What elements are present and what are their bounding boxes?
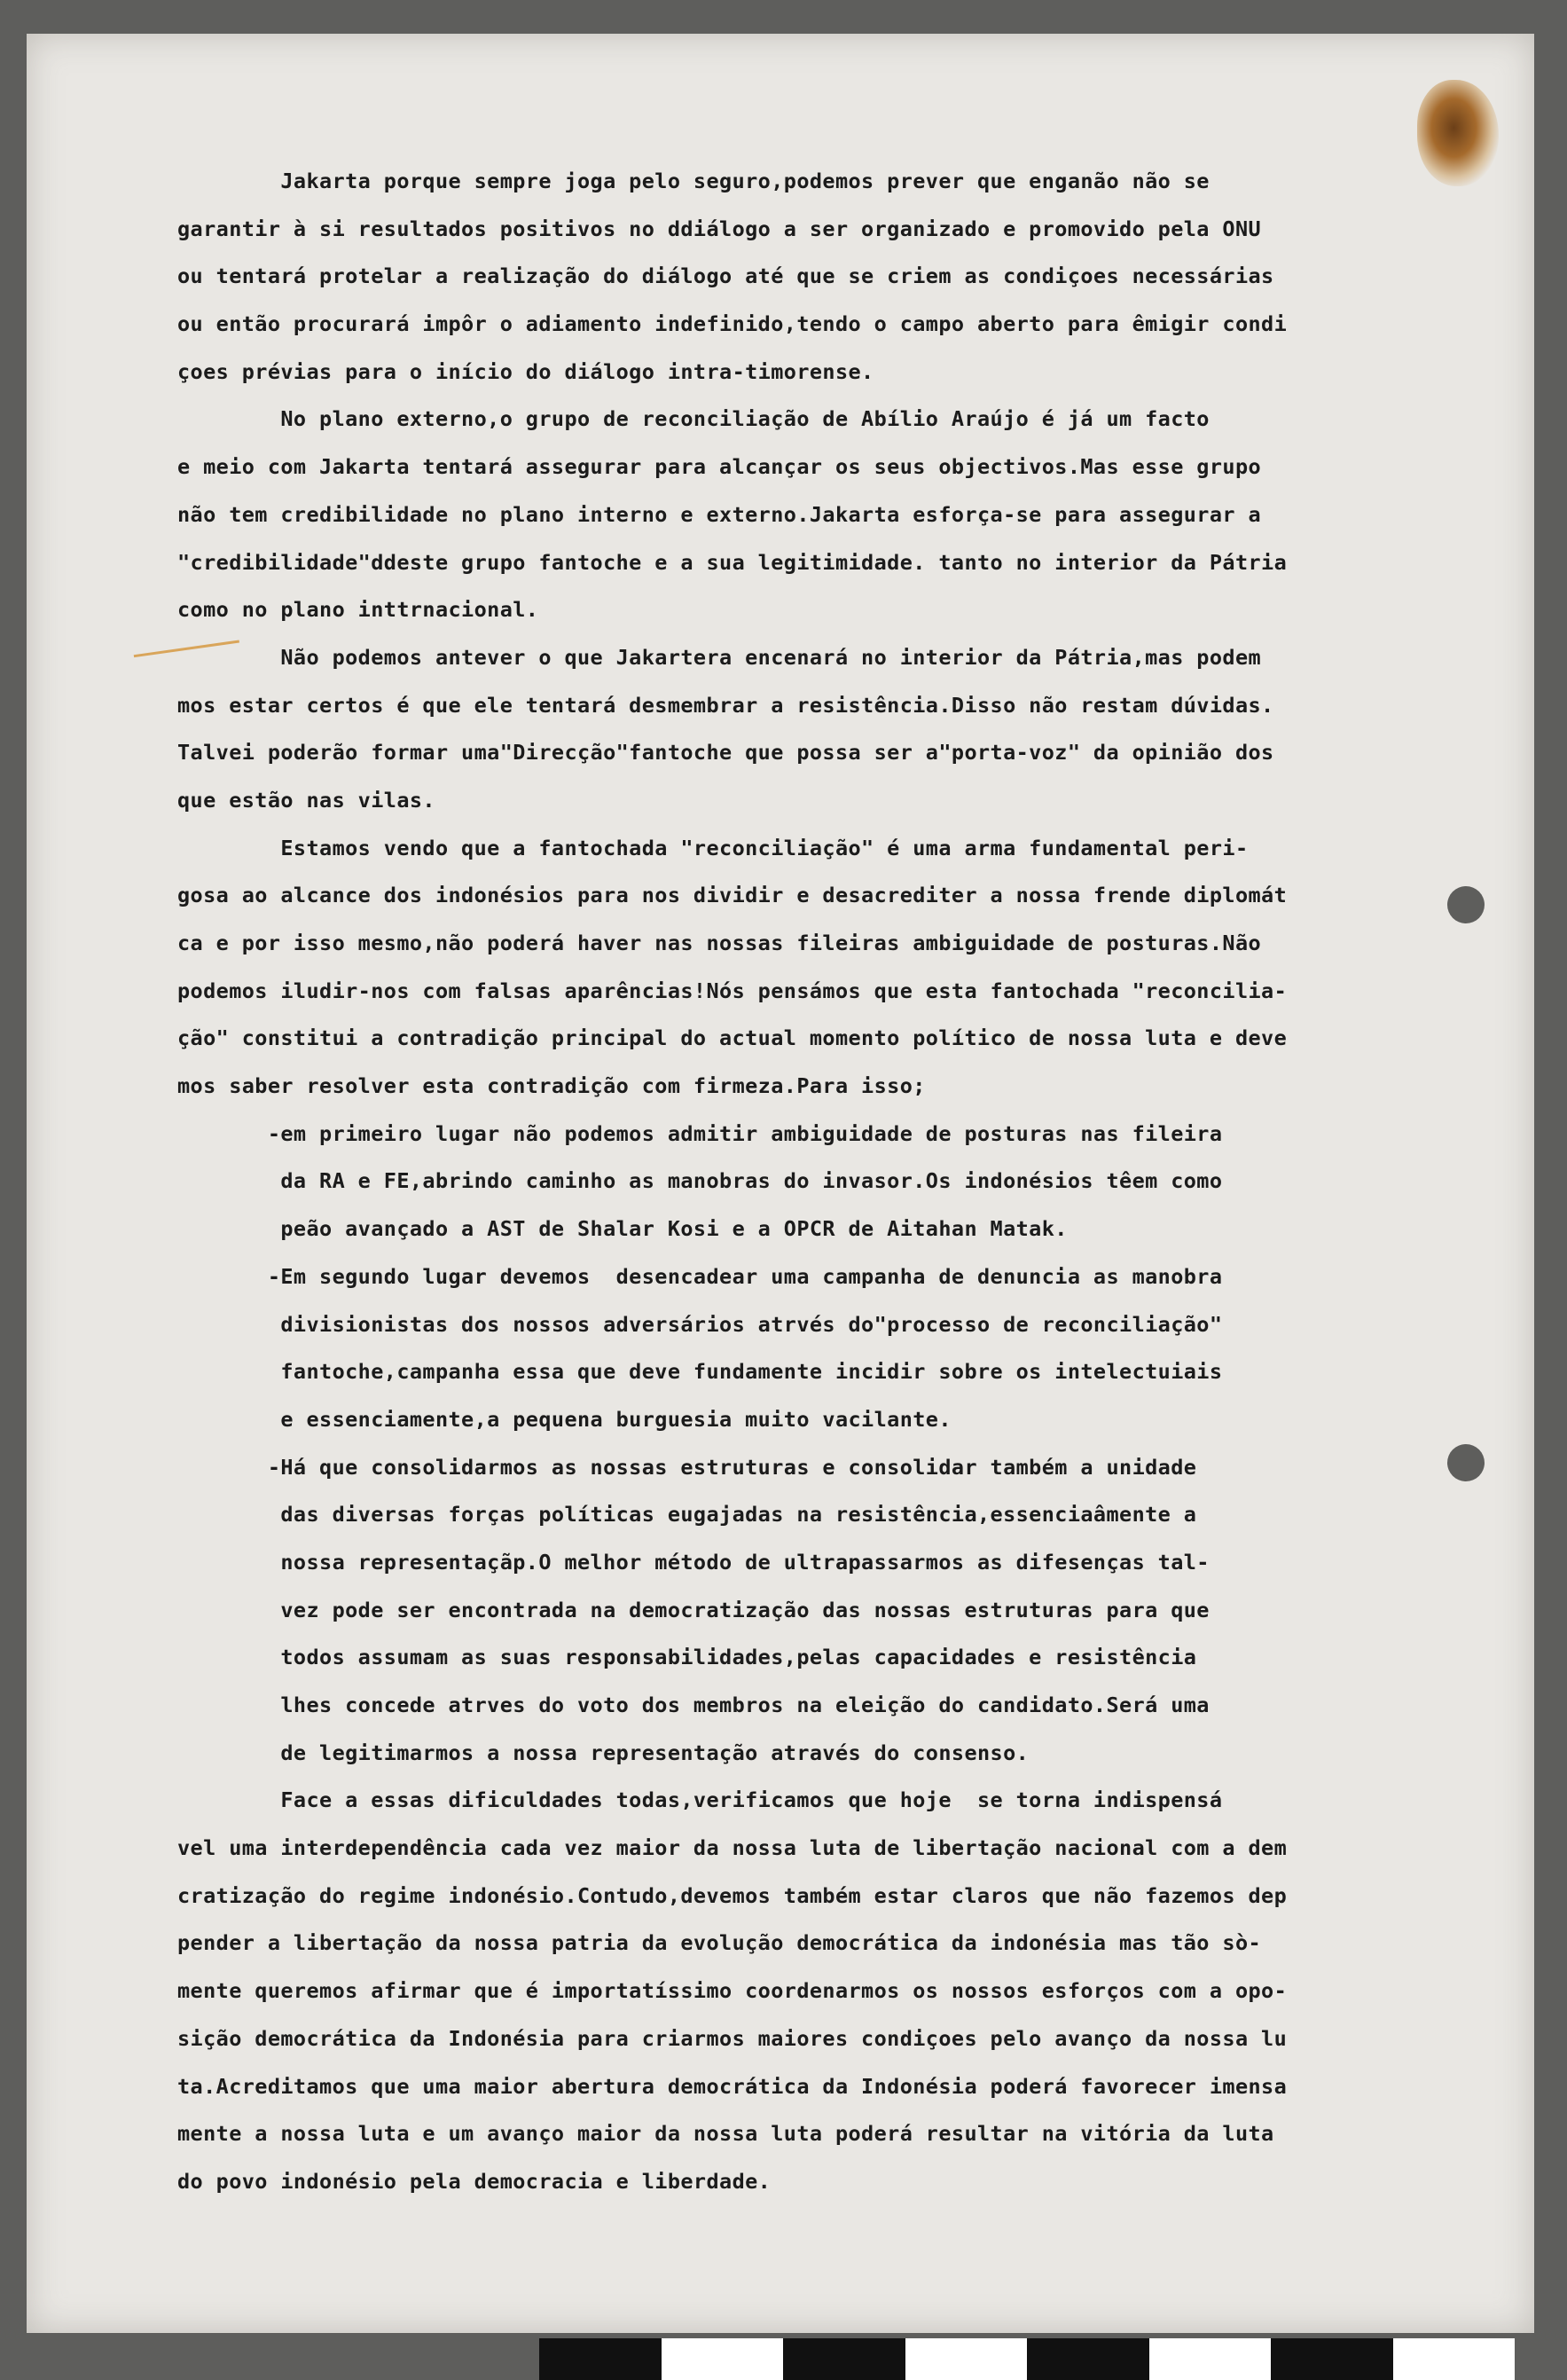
ruler-segment [1393, 2338, 1516, 2380]
ruler-segment [539, 2338, 662, 2380]
text-line: como no plano inttrnacional. [177, 597, 539, 623]
text-line: gosa ao alcance dos indonésios para nos dividir e desacrediter a nossa frende diplomát [177, 883, 1288, 908]
text-line: ou tentará protelar a realização do diálogo até que se criem as condiçoes necessárias [177, 263, 1274, 289]
text-line: çoes prévias para o início do diálogo intra-timorense. [177, 358, 874, 384]
text-line: da RA e FE,abrindo caminho as manobras do invasor.Os indonésios têem como [177, 1168, 1223, 1194]
text-line: nossa representaçãp.O melhor método de ultrapassarmos as difesenças tal- [177, 1549, 1210, 1575]
text-line: que estão nas vilas. [177, 787, 435, 813]
scale-ruler [539, 2338, 1515, 2380]
text-line: ca e por isso mesmo,não poderá haver nas nossas fileiras ambiguidade de posturas.Não [177, 931, 1262, 955]
text-line: ção" constitui a contradição principal do actual momento político de nossa luta e deve [177, 1025, 1288, 1051]
text-line: lhes concede atrves do voto dos membros na eleição do candidato.Será uma [177, 1693, 1210, 1717]
text-line: de legitimarmos a nossa representação através do consenso. [177, 1740, 1030, 1765]
ruler-segment [662, 2338, 784, 2380]
ruler-segment [905, 2338, 1028, 2380]
text-line: "credibilidade"ddeste grupo fantoche e a sua legitimidade. tanto no interior da Pátria [177, 549, 1288, 575]
ruler-segment [1271, 2338, 1393, 2380]
text-line: ou então procurará impôr o adiamento indefinido,tendo o campo aberto para êmigir condi [177, 311, 1288, 337]
text-line: No plano externo,o grupo de reconciliação de Abílio Araújo é já um facto [177, 406, 1210, 432]
text-line: Estamos vendo que a fantochada "reconciliação" é uma arma fundamental peri- [177, 835, 1249, 860]
text-line: divisionistas dos nossos adversários atrvés do"processo de reconciliação" [177, 1311, 1223, 1337]
ruler-segment [1027, 2338, 1149, 2380]
document-page [27, 34, 1534, 2333]
text-line: mos estar certos é que ele tentará desmembrar a resistência.Disso não restam dúvidas. [177, 692, 1274, 718]
text-line: pender a libertação da nossa patria da evolução democrática da indonésia mas tão sò- [177, 1930, 1262, 1956]
text-line: cratização do regime indonésio.Contudo,devemos também estar claros que não fazemos dep [177, 1882, 1288, 1908]
text-line: fantoche,campanha essa que deve fundamente incidir sobre os intelectuiais [177, 1359, 1223, 1385]
text-line: e essenciamente,a pequena burguesia muito vacilante. [177, 1406, 952, 1432]
text-line: mente queremos afirmar que é importatíssimo coordenarmos os nossos esforços com a opo- [177, 1978, 1288, 2004]
text-line: das diversas forças políticas eugajadas na resistência,essenciaâmente a [177, 1502, 1197, 1528]
typed-text-body [177, 158, 1472, 2206]
ruler-segment [783, 2338, 905, 2380]
punch-hole [1447, 1444, 1485, 1481]
text-line: vel uma interdependência cada vez maior da nossa luta de libertação nacional com a dem [177, 1835, 1288, 1861]
ruler-segment [1149, 2338, 1272, 2380]
text-line: não tem credibilidade no plano interno e externo.Jakarta esforça-se para assegurar a [177, 501, 1262, 527]
text-line: Talvei poderão formar uma"Direcção"fantoche que possa ser a"porta-voz" da opinião dos [177, 740, 1274, 766]
text-line: Não podemos antever o que Jakartera encenará no interior da Pátria,mas podem [177, 644, 1262, 670]
text-line: sição democrática da Indonésia para criarmos maiores condiçoes pelo avanço da nossa lu [177, 2025, 1288, 2051]
text-line: e meio com Jakarta tentará assegurar para alcançar os seus objectivos.Mas esse grupo [177, 454, 1262, 480]
text-line: vez pode ser encontrada na democratização das nossas estruturas para que [177, 1597, 1210, 1622]
text-line: podemos iludir-nos com falsas aparências!Nós pensámos que esta fantochada "reconcilia- [177, 978, 1288, 1003]
text-line: garantir à si resultados positivos no ddiálogo a ser organizado e promovido pela ONU [177, 216, 1262, 241]
text-line: -em primeiro lugar não podemos admitir ambiguidade de posturas nas fileira [177, 1120, 1223, 1146]
text-line: ta.Acreditamos que uma maior abertura democrática da Indonésia poderá favorecer imensa [177, 2073, 1288, 2099]
punch-hole [1447, 886, 1485, 923]
text-line: mente a nossa luta e um avanço maior da nossa luta poderá resultar na vitória da luta [177, 2121, 1274, 2147]
text-line: -Em segundo lugar devemos desencadear uma campanha de denuncia as manobra [177, 1263, 1223, 1289]
text-line: peão avançado a AST de Shalar Kosi e a OPCR de Aitahan Matak. [177, 1216, 1068, 1242]
text-line: todos assumam as suas responsabilidades,pelas capacidades e resistência [177, 1645, 1197, 1670]
text-line: Jakarta porque sempre joga pelo seguro,podemos prever que enganão não se [177, 169, 1210, 193]
text-line: Face a essas dificuldades todas,verificamos que hoje se torna indispensá [177, 1787, 1223, 1813]
text-line: -Há que consolidarmos as nossas estruturas e consolidar também a unidade [177, 1454, 1197, 1480]
text-line: mos saber resolver esta contradição com firmeza.Para isso; [177, 1073, 926, 1099]
text-line: do povo indonésio pela democracia e liberdade. [177, 2168, 772, 2194]
